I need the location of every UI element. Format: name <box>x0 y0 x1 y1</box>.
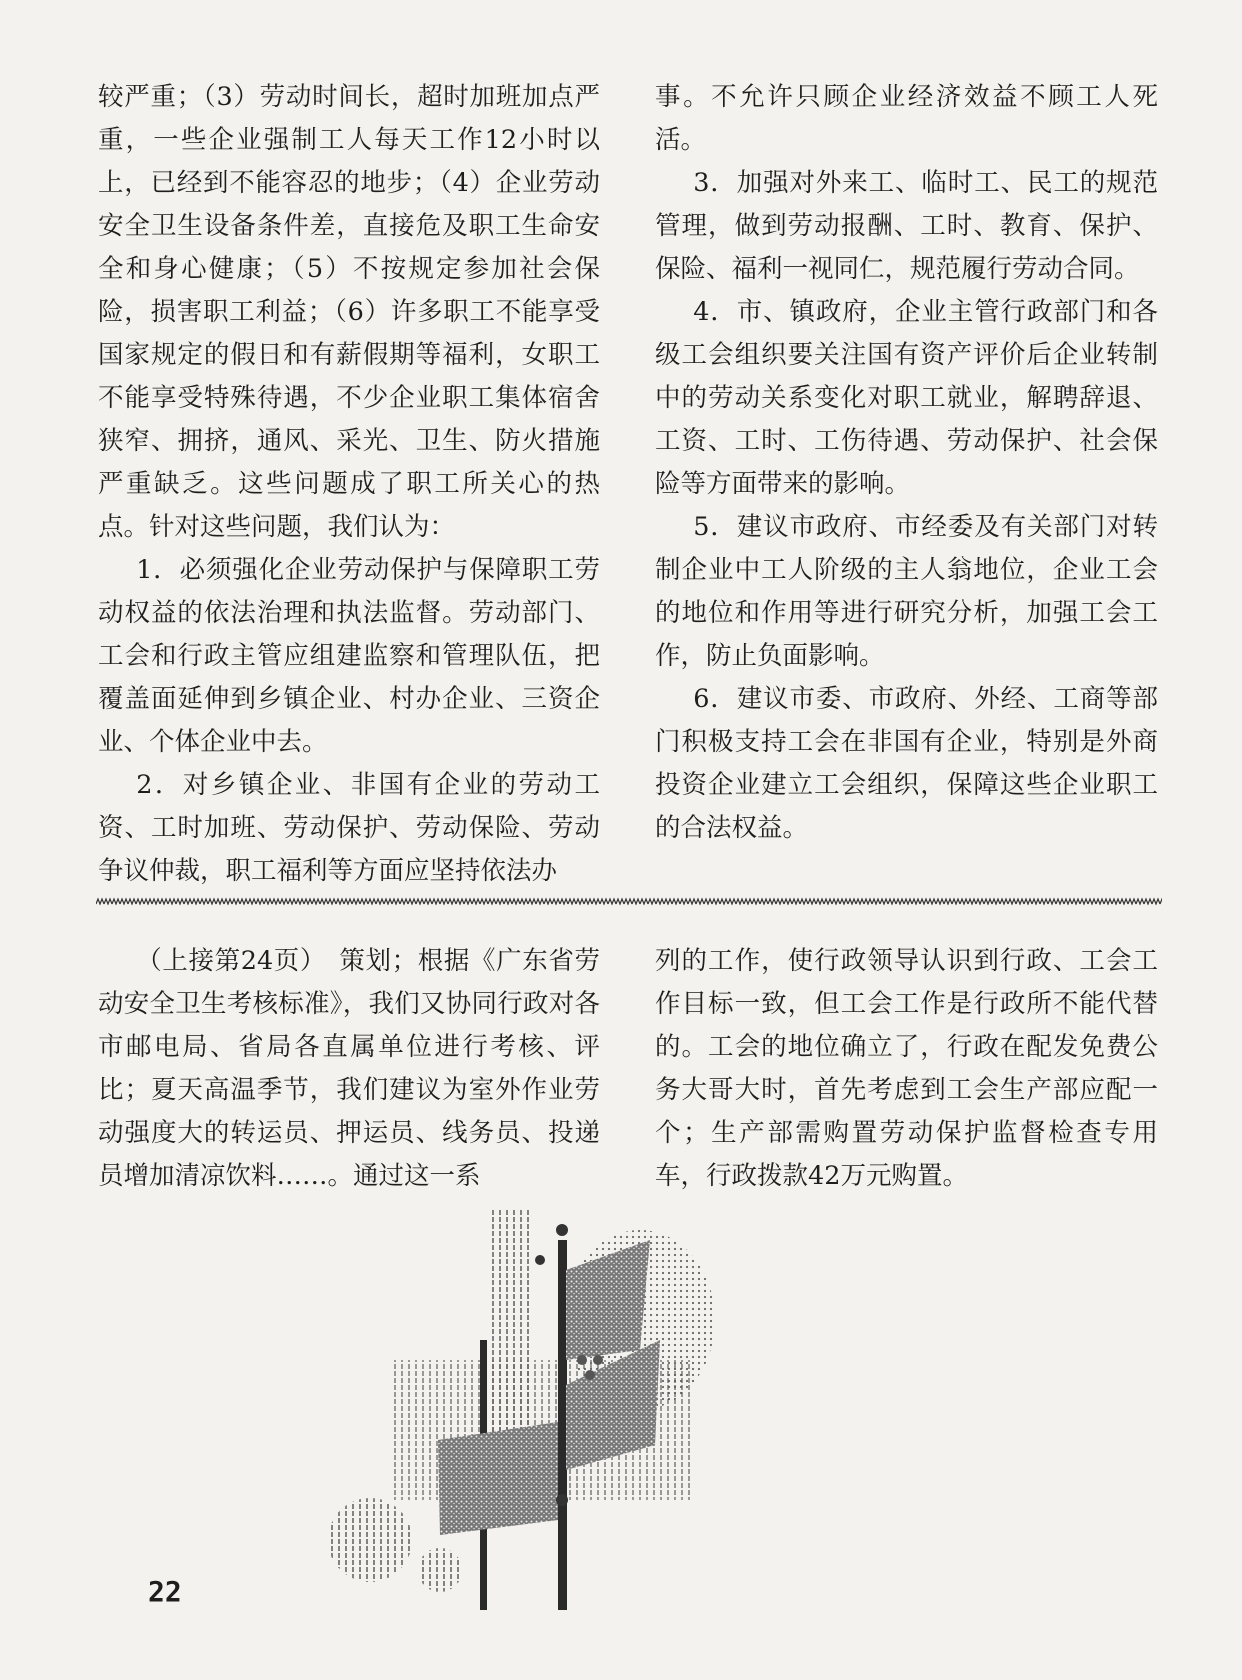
article-column-top-left <box>98 76 600 893</box>
article-column-bottom-right <box>655 940 1158 1198</box>
paragraph: 列的工作，使行政领导认识到行政、工会工作目标一致，但工会工作是行政所不能代替的。工会的地位确立了，行政在配发免费公务大哥大时，首先考虑到工会生产部应配一个；生产部需购置劳动保护监督检查专用车，行政拨款42万元购置。 <box>655 946 1158 1191</box>
paragraph: 6．建议市委、市政府、外经、工商等部门积极支持工会在非国有企业，特别是外商投资企业建立工会组织，保障这些企业职工的合法权益。 <box>655 684 1158 843</box>
wavy-separator <box>96 896 1162 908</box>
paragraph: 1．必须强化企业劳动保护与保障职工劳动权益的依法治理和执法监督。劳动部门、工会和行政主管应组建监察和管理队伍，把覆盖面延伸到乡镇企业、村办企业、三资企业、个体企业中去。 <box>98 555 600 757</box>
paragraph: 较严重；（3）劳动时间长，超时加班加点严重，一些企业强制工人每天工作12小时以上，已经到不能容忍的地步；（4）企业劳动安全卫生设备条件差，直接危及职工生命安全和身心健康；（5）不按规定参加社会保险，损害职工利益；（6）许多职工不能享受国家规定的假日和有薪假期等福利，女职工不能享受特殊待遇，不少企业职工集体宿舍狭窄、拥挤，通风、采光、卫生、防火措施严重缺乏。这些问题成了职工所关心的热点。针对这些问题，我们认为： <box>98 82 600 542</box>
paragraph: 3．加强对外来工、临时工、民工的规范管理，做到劳动报酬、工时、教育、保护、保险、福利一视同仁，规范履行劳动合同。 <box>655 168 1158 284</box>
paragraph: 4．市、镇政府，企业主管行政部门和各级工会组织要关注国有资产评价后企业转制中的劳动关系变化对职工就业，解聘辞退、工资、工时、工伤待遇、劳动保护、社会保险等方面带来的影响。 <box>655 297 1158 499</box>
paragraph: 2．对乡镇企业、非国有企业的劳动工资、工时加班、劳动保护、劳动保险、劳动争议仲裁，职工福利等方面应坚持依法办 <box>98 770 600 886</box>
paragraph: 5．建议市政府、市经委及有关部门对转制企业中工人阶级的主人翁地位，企业工会的地位和作用等进行研究分析，加强工会工作，防止负面影响。 <box>655 512 1158 671</box>
decorative-plant-illustration <box>330 1210 750 1620</box>
paragraph: 事。不允许只顾企业经济效益不顾工人死活。 <box>655 82 1158 155</box>
article-column-top-right <box>655 76 1158 850</box>
page-number: 22 <box>148 1575 182 1608</box>
article-column-bottom-left <box>98 940 600 1198</box>
paragraph: （上接第24页） 策划；根据《广东省劳动安全卫生考核标准》，我们又协同行政对各市邮电局、省局各直属单位进行考核、评比；夏天高温季节，我们建议为室外作业劳动强度大的转运员、押运员、线务员、投递员增加清凉饮料……。通过这一系 <box>98 946 600 1191</box>
